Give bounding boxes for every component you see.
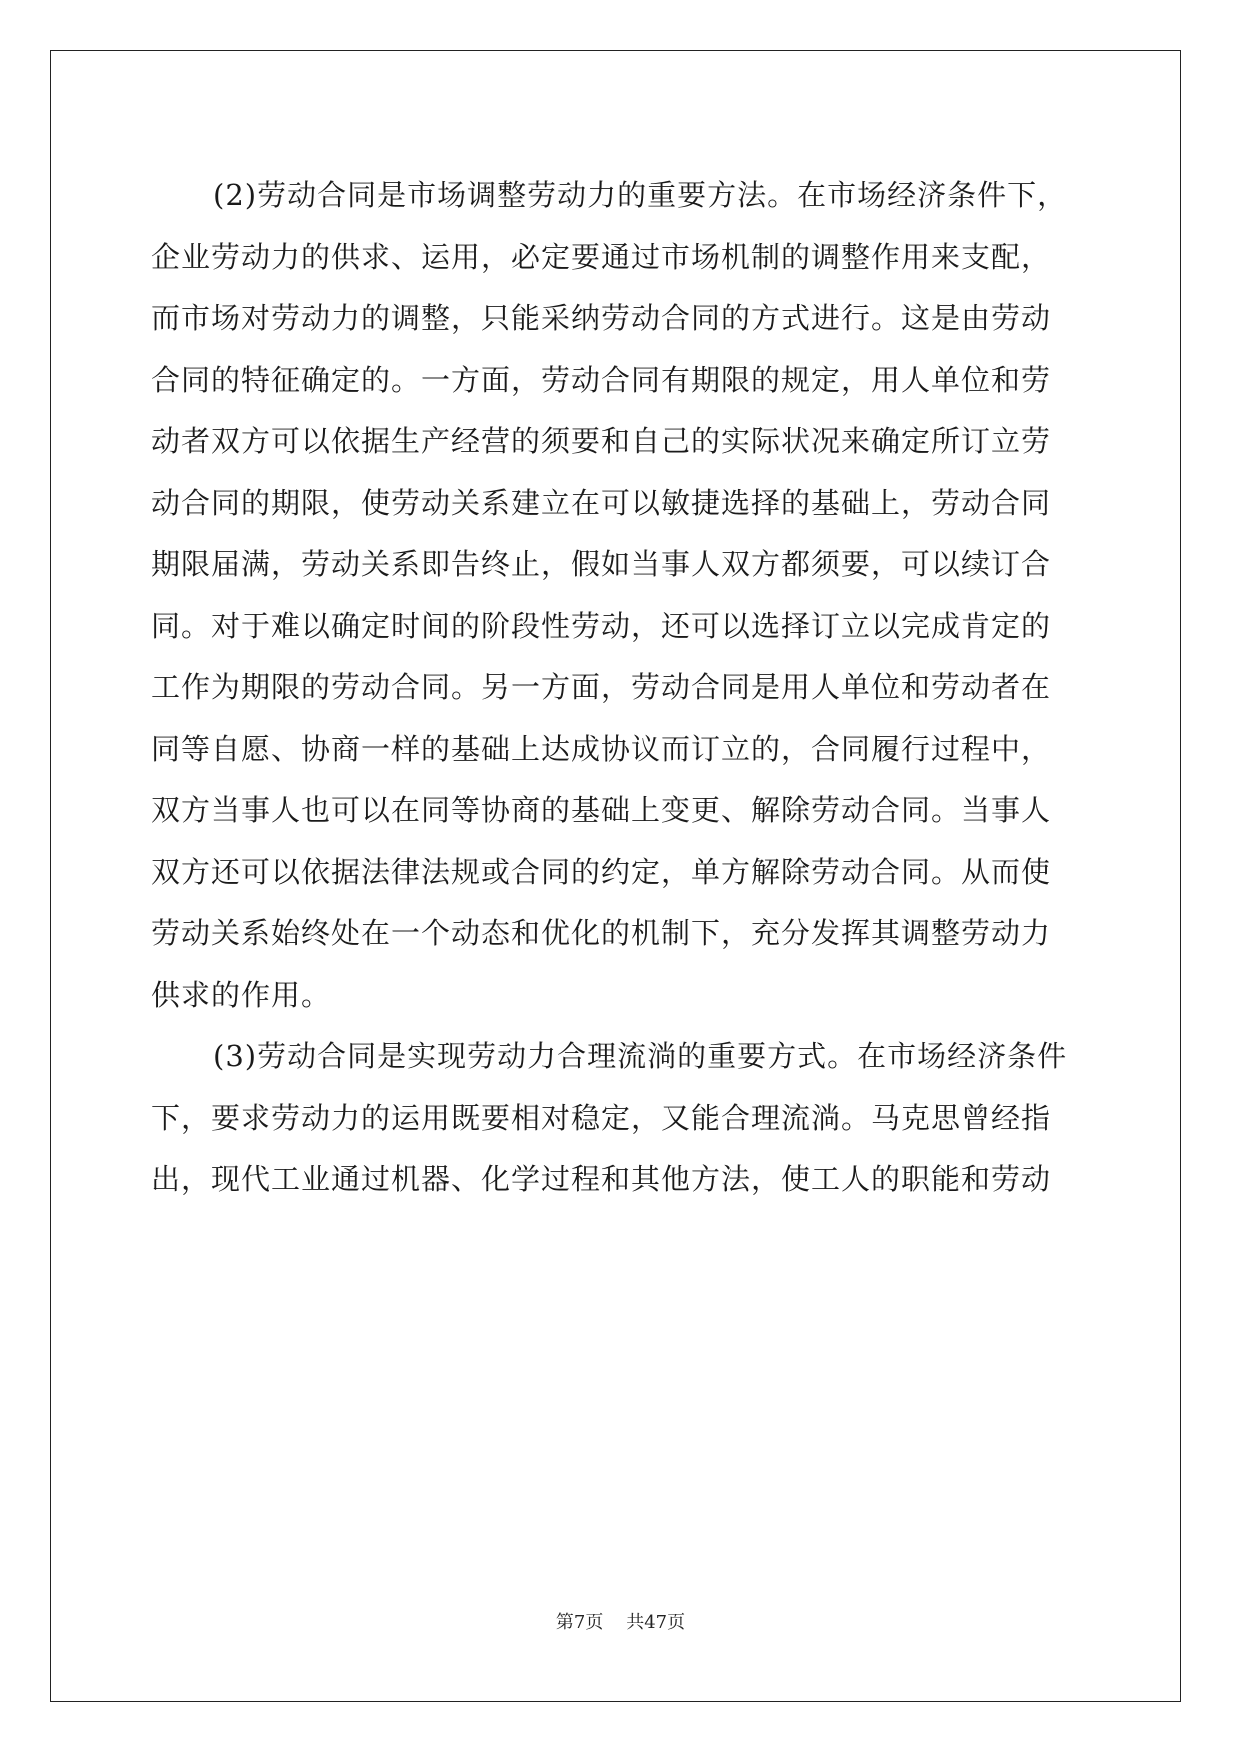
text-line: 同。对于难以确定时间的阶段性劳动，还可以选择订立以完成肯定的	[151, 608, 1052, 643]
text-line: 动合同的期限，使劳动关系建立在可以敏捷选择的基础上，劳动合同	[151, 485, 1052, 520]
text-line: 出，现代工业通过机器、化学过程和其他方法，使工人的职能和劳动	[151, 1162, 1052, 1196]
text-line: 工作为期限的劳动合同。另一方面，劳动合同是用人单位和劳动者在	[151, 670, 1052, 704]
text-line: 供求的作用。	[151, 977, 332, 1012]
text-line: 合同的特征确定的。一方面，劳动合同有期限的规定，用人单位和劳	[151, 362, 1052, 397]
text-line: 动者双方可以依据生产经营的须要和自己的实际状况来确定所订立劳	[151, 424, 1052, 458]
page-footer	[0, 1608, 1241, 1634]
text-line: 双方还可以依据法律法规或合同的约定，单方解除劳动合同。从而使	[151, 854, 1052, 889]
text-line: 劳动关系始终处在一个动态和优化的机制下，充分发挥其调整劳动力	[151, 916, 1052, 950]
page-total: 共47页	[626, 1612, 686, 1633]
page-number: 第7页	[555, 1612, 604, 1633]
text-line: (3)劳动合同是实现劳动力合理流淌的重要方式。在市场经济条件	[213, 1039, 1068, 1073]
body-text	[151, 165, 1091, 1211]
text-line: 而市场对劳动力的调整，只能采纳劳动合同的方式进行。这是由劳动	[151, 301, 1052, 335]
text-line: 企业劳动力的供求、运用，必定要通过市场机制的调整作用来支配，	[151, 239, 1052, 274]
text-line: 双方当事人也可以在同等协商的基础上变更、解除劳动合同。当事人	[151, 793, 1052, 827]
text-line: 期限届满，劳动关系即告终止，假如当事人双方都须要，可以续订合	[151, 547, 1052, 581]
text-line: (2)劳动合同是市场调整劳动力的重要方法。在市场经济条件下，	[213, 178, 1068, 212]
text-line: 同等自愿、协商一样的基础上达成协议而订立的，合同履行过程中，	[151, 731, 1052, 766]
footer-separator	[603, 1612, 626, 1633]
text-line: 下，要求劳动力的运用既要相对稳定，又能合理流淌。马克思曾经指	[151, 1100, 1052, 1135]
